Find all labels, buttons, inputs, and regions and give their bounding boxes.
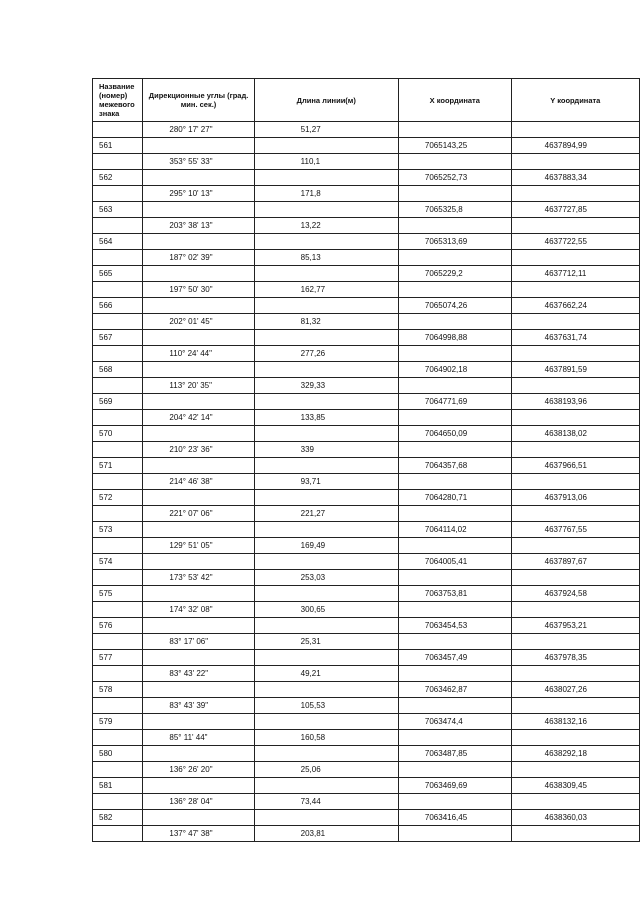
cell-x-coordinate: 7064650,09: [398, 426, 511, 442]
table-row-point: [93, 586, 640, 602]
table-row-segment: [93, 378, 640, 394]
cell-line-length: 221,27: [254, 506, 398, 522]
table-row-point: [93, 746, 640, 762]
cell-direction-angle: [143, 298, 254, 314]
cell-y-coordinate: [511, 538, 639, 554]
cell-x-coordinate: [398, 442, 511, 458]
cell-y-coordinate: [511, 762, 639, 778]
cell-marker-name: [93, 570, 143, 586]
cell-marker-name: 568: [93, 362, 143, 378]
cell-line-length: [254, 330, 398, 346]
cell-x-coordinate: 7063462,87: [398, 682, 511, 698]
cell-y-coordinate: [511, 666, 639, 682]
cell-marker-name: 564: [93, 234, 143, 250]
cell-direction-angle: [143, 490, 254, 506]
cell-x-coordinate: [398, 666, 511, 682]
cell-line-length: 85,13: [254, 250, 398, 266]
cell-x-coordinate: [398, 794, 511, 810]
cell-x-coordinate: 7063487,85: [398, 746, 511, 762]
table-row-segment: [93, 218, 640, 234]
cell-line-length: 105,53: [254, 698, 398, 714]
table-row-point: [93, 330, 640, 346]
cell-direction-angle: [143, 266, 254, 282]
cell-line-length: [254, 234, 398, 250]
cell-line-length: [254, 778, 398, 794]
cell-direction-angle: 173° 53' 42": [143, 570, 254, 586]
cell-line-length: [254, 682, 398, 698]
cell-marker-name: [93, 794, 143, 810]
table-row-segment: [93, 570, 640, 586]
cell-line-length: [254, 810, 398, 826]
cell-marker-name: [93, 634, 143, 650]
cell-x-coordinate: 7065229,2: [398, 266, 511, 282]
cell-y-coordinate: 4637894,99: [511, 138, 639, 154]
cell-direction-angle: 202° 01' 45": [143, 314, 254, 330]
table-row-point: [93, 778, 640, 794]
cell-x-coordinate: [398, 698, 511, 714]
cell-line-length: [254, 458, 398, 474]
cell-y-coordinate: 4638309,45: [511, 778, 639, 794]
table-row-point: [93, 266, 640, 282]
cell-direction-angle: 137° 47' 38": [143, 826, 254, 842]
cell-y-coordinate: 4638292,18: [511, 746, 639, 762]
table-row-point: [93, 426, 640, 442]
cell-line-length: 300,65: [254, 602, 398, 618]
cell-y-coordinate: 4637953,21: [511, 618, 639, 634]
cell-marker-name: 567: [93, 330, 143, 346]
table-row-point: [93, 234, 640, 250]
cell-marker-name: [93, 410, 143, 426]
cell-direction-angle: [143, 714, 254, 730]
cell-line-length: [254, 586, 398, 602]
table-row-segment: [93, 154, 640, 170]
cell-direction-angle: 280° 17' 27": [143, 122, 254, 138]
cell-y-coordinate: [511, 442, 639, 458]
cell-marker-name: [93, 346, 143, 362]
cell-line-length: [254, 298, 398, 314]
cell-marker-name: [93, 666, 143, 682]
cell-line-length: 13,22: [254, 218, 398, 234]
cell-y-coordinate: [511, 698, 639, 714]
cell-line-length: [254, 426, 398, 442]
cell-line-length: 160,58: [254, 730, 398, 746]
cell-line-length: 171,8: [254, 186, 398, 202]
table-row-segment: [93, 442, 640, 458]
header-line-length: Длина линии(м): [254, 79, 398, 122]
cell-marker-name: 570: [93, 426, 143, 442]
cell-x-coordinate: 7063454,53: [398, 618, 511, 634]
table-row-segment: [93, 698, 640, 714]
cell-x-coordinate: [398, 730, 511, 746]
cell-x-coordinate: [398, 250, 511, 266]
cell-line-length: 25,06: [254, 762, 398, 778]
cell-marker-name: 565: [93, 266, 143, 282]
cell-line-length: 203,81: [254, 826, 398, 842]
cell-x-coordinate: [398, 602, 511, 618]
cell-direction-angle: [143, 810, 254, 826]
cell-direction-angle: 197° 50' 30": [143, 282, 254, 298]
cell-x-coordinate: 7063753,81: [398, 586, 511, 602]
cell-y-coordinate: [511, 410, 639, 426]
cell-line-length: 162,77: [254, 282, 398, 298]
table-row-point: [93, 650, 640, 666]
cell-y-coordinate: 4637924,58: [511, 586, 639, 602]
cell-y-coordinate: [511, 346, 639, 362]
table-header-row: [93, 79, 640, 122]
table-row-point: [93, 362, 640, 378]
cell-marker-name: [93, 826, 143, 842]
header-x-coordinate: X координата: [398, 79, 511, 122]
table-row-point: [93, 554, 640, 570]
cell-x-coordinate: [398, 826, 511, 842]
cell-line-length: [254, 138, 398, 154]
cell-x-coordinate: 7064005,41: [398, 554, 511, 570]
table-row-point: [93, 490, 640, 506]
header-direction-angle: Дирекционные углы (град. мин. сек.): [143, 79, 254, 122]
cell-x-coordinate: 7064280,71: [398, 490, 511, 506]
cell-direction-angle: [143, 586, 254, 602]
cell-marker-name: [93, 762, 143, 778]
cell-line-length: 329,33: [254, 378, 398, 394]
cell-marker-name: 571: [93, 458, 143, 474]
cell-line-length: [254, 714, 398, 730]
cell-x-coordinate: [398, 282, 511, 298]
cell-direction-angle: 210° 23' 36": [143, 442, 254, 458]
cell-y-coordinate: [511, 378, 639, 394]
cell-direction-angle: [143, 138, 254, 154]
table-row-segment: [93, 762, 640, 778]
cell-marker-name: 569: [93, 394, 143, 410]
cell-marker-name: 582: [93, 810, 143, 826]
cell-line-length: 25,31: [254, 634, 398, 650]
cell-line-length: 253,03: [254, 570, 398, 586]
table-row-point: [93, 138, 640, 154]
table-row-point: [93, 714, 640, 730]
cell-marker-name: [93, 730, 143, 746]
cell-line-length: [254, 362, 398, 378]
cell-y-coordinate: 4637883,34: [511, 170, 639, 186]
cell-line-length: 93,71: [254, 474, 398, 490]
cell-marker-name: 577: [93, 650, 143, 666]
cell-y-coordinate: [511, 122, 639, 138]
cell-line-length: [254, 170, 398, 186]
cell-x-coordinate: [398, 538, 511, 554]
cell-direction-angle: [143, 362, 254, 378]
cell-line-length: [254, 202, 398, 218]
cell-x-coordinate: [398, 410, 511, 426]
cell-y-coordinate: [511, 186, 639, 202]
table-row-segment: [93, 634, 640, 650]
cell-y-coordinate: [511, 314, 639, 330]
cell-line-length: 133,85: [254, 410, 398, 426]
cell-x-coordinate: 7065252,73: [398, 170, 511, 186]
cell-direction-angle: 295° 10' 13": [143, 186, 254, 202]
cell-y-coordinate: [511, 250, 639, 266]
cell-direction-angle: [143, 202, 254, 218]
cell-marker-name: 576: [93, 618, 143, 634]
table-row-segment: [93, 730, 640, 746]
table-row-point: [93, 810, 640, 826]
cell-x-coordinate: 7063416,45: [398, 810, 511, 826]
cell-y-coordinate: 4637978,35: [511, 650, 639, 666]
cell-y-coordinate: [511, 634, 639, 650]
cell-direction-angle: [143, 618, 254, 634]
cell-line-length: 49,21: [254, 666, 398, 682]
cell-x-coordinate: [398, 378, 511, 394]
table-row-segment: [93, 122, 640, 138]
cell-marker-name: [93, 698, 143, 714]
cell-x-coordinate: 7063474,4: [398, 714, 511, 730]
cell-x-coordinate: [398, 186, 511, 202]
cell-direction-angle: 214° 46' 38": [143, 474, 254, 490]
cell-y-coordinate: [511, 282, 639, 298]
cell-direction-angle: 83° 17' 06": [143, 634, 254, 650]
cell-y-coordinate: 4637712,11: [511, 266, 639, 282]
cell-x-coordinate: 7065325,8: [398, 202, 511, 218]
cell-line-length: 81,32: [254, 314, 398, 330]
cell-line-length: 51,27: [254, 122, 398, 138]
cell-marker-name: [93, 314, 143, 330]
table-row-segment: [93, 282, 640, 298]
cell-line-length: 110,1: [254, 154, 398, 170]
cell-x-coordinate: [398, 506, 511, 522]
cell-y-coordinate: [511, 794, 639, 810]
header-y-coordinate: Y координата: [511, 79, 639, 122]
header-marker-name: Название (номер) межевого знака: [93, 79, 143, 122]
table-row-segment: [93, 314, 640, 330]
cell-marker-name: 578: [93, 682, 143, 698]
table-row-point: [93, 522, 640, 538]
cell-marker-name: 579: [93, 714, 143, 730]
cell-line-length: 277,26: [254, 346, 398, 362]
cell-y-coordinate: 4637913,06: [511, 490, 639, 506]
table-row-segment: [93, 794, 640, 810]
cell-line-length: [254, 618, 398, 634]
cell-marker-name: 563: [93, 202, 143, 218]
cell-direction-angle: 187° 02' 39": [143, 250, 254, 266]
cell-x-coordinate: [398, 634, 511, 650]
cell-line-length: [254, 266, 398, 282]
cell-direction-angle: 204° 42' 14": [143, 410, 254, 426]
cell-x-coordinate: 7065313,69: [398, 234, 511, 250]
cell-x-coordinate: [398, 570, 511, 586]
cell-marker-name: [93, 218, 143, 234]
cell-direction-angle: [143, 682, 254, 698]
table-row-segment: [93, 346, 640, 362]
cell-direction-angle: 113° 20' 35": [143, 378, 254, 394]
cell-direction-angle: [143, 746, 254, 762]
table-row-point: [93, 202, 640, 218]
cell-line-length: [254, 522, 398, 538]
cell-y-coordinate: [511, 570, 639, 586]
cell-direction-angle: [143, 458, 254, 474]
cell-direction-angle: 110° 24' 44": [143, 346, 254, 362]
cell-direction-angle: 85° 11' 44": [143, 730, 254, 746]
cell-y-coordinate: 4638138,02: [511, 426, 639, 442]
cell-direction-angle: [143, 394, 254, 410]
cell-y-coordinate: 4638360,03: [511, 810, 639, 826]
cell-x-coordinate: 7065143,25: [398, 138, 511, 154]
cell-y-coordinate: 4637767,55: [511, 522, 639, 538]
cell-x-coordinate: 7064114,02: [398, 522, 511, 538]
cell-x-coordinate: [398, 122, 511, 138]
cell-y-coordinate: 4638027,26: [511, 682, 639, 698]
cell-y-coordinate: 4637897,67: [511, 554, 639, 570]
cell-marker-name: [93, 250, 143, 266]
cell-marker-name: [93, 186, 143, 202]
cell-marker-name: 562: [93, 170, 143, 186]
cell-x-coordinate: 7064998,88: [398, 330, 511, 346]
cell-marker-name: 575: [93, 586, 143, 602]
table-row-segment: [93, 186, 640, 202]
table-body: [93, 122, 640, 842]
cell-x-coordinate: [398, 218, 511, 234]
cell-line-length: 339: [254, 442, 398, 458]
table-row-segment: [93, 250, 640, 266]
cell-marker-name: [93, 122, 143, 138]
cell-marker-name: [93, 378, 143, 394]
cell-direction-angle: [143, 170, 254, 186]
cell-direction-angle: [143, 330, 254, 346]
table-row-point: [93, 298, 640, 314]
table-row-segment: [93, 826, 640, 842]
cell-direction-angle: [143, 426, 254, 442]
cell-y-coordinate: 4637662,24: [511, 298, 639, 314]
cell-x-coordinate: [398, 762, 511, 778]
cell-y-coordinate: [511, 154, 639, 170]
cell-line-length: [254, 394, 398, 410]
cell-y-coordinate: 4637631,74: [511, 330, 639, 346]
boundary-coordinates-table: [92, 78, 640, 842]
cell-marker-name: 581: [93, 778, 143, 794]
cell-marker-name: [93, 442, 143, 458]
cell-y-coordinate: [511, 218, 639, 234]
cell-direction-angle: 129° 51' 05": [143, 538, 254, 554]
cell-line-length: 169,49: [254, 538, 398, 554]
cell-line-length: [254, 490, 398, 506]
cell-x-coordinate: [398, 314, 511, 330]
cell-x-coordinate: [398, 474, 511, 490]
table-row-point: [93, 458, 640, 474]
cell-x-coordinate: 7064357,68: [398, 458, 511, 474]
cell-y-coordinate: [511, 506, 639, 522]
cell-direction-angle: [143, 554, 254, 570]
cell-x-coordinate: 7065074,26: [398, 298, 511, 314]
cell-y-coordinate: [511, 602, 639, 618]
cell-marker-name: 561: [93, 138, 143, 154]
cell-line-length: [254, 746, 398, 762]
table-row-point: [93, 170, 640, 186]
cell-direction-angle: 353° 55' 33": [143, 154, 254, 170]
cell-x-coordinate: 7063457,49: [398, 650, 511, 666]
cell-x-coordinate: 7064902,18: [398, 362, 511, 378]
cell-y-coordinate: 4637722,55: [511, 234, 639, 250]
cell-marker-name: 566: [93, 298, 143, 314]
cell-line-length: [254, 554, 398, 570]
cell-y-coordinate: 4638193,96: [511, 394, 639, 410]
cell-x-coordinate: 7063469,69: [398, 778, 511, 794]
cell-direction-angle: 83° 43' 22": [143, 666, 254, 682]
cell-marker-name: [93, 154, 143, 170]
cell-marker-name: 580: [93, 746, 143, 762]
cell-marker-name: [93, 474, 143, 490]
cell-y-coordinate: [511, 474, 639, 490]
cell-y-coordinate: [511, 826, 639, 842]
cell-direction-angle: [143, 522, 254, 538]
table-row-point: [93, 682, 640, 698]
table-row-segment: [93, 506, 640, 522]
table-row-point: [93, 618, 640, 634]
table-row-segment: [93, 474, 640, 490]
cell-x-coordinate: 7064771,69: [398, 394, 511, 410]
cell-x-coordinate: [398, 154, 511, 170]
cell-marker-name: 574: [93, 554, 143, 570]
cell-y-coordinate: [511, 730, 639, 746]
table-row-segment: [93, 602, 640, 618]
cell-direction-angle: 174° 32' 08": [143, 602, 254, 618]
cell-line-length: 73,44: [254, 794, 398, 810]
cell-marker-name: 573: [93, 522, 143, 538]
cell-marker-name: [93, 538, 143, 554]
table-row-segment: [93, 410, 640, 426]
cell-marker-name: [93, 282, 143, 298]
cell-direction-angle: [143, 650, 254, 666]
cell-marker-name: [93, 506, 143, 522]
table-row-point: [93, 394, 640, 410]
cell-marker-name: [93, 602, 143, 618]
cell-y-coordinate: 4638132,16: [511, 714, 639, 730]
cell-direction-angle: [143, 234, 254, 250]
cell-marker-name: 572: [93, 490, 143, 506]
cell-direction-angle: 221° 07' 06": [143, 506, 254, 522]
cell-x-coordinate: [398, 346, 511, 362]
cell-y-coordinate: 4637891,59: [511, 362, 639, 378]
table-row-segment: [93, 666, 640, 682]
cell-direction-angle: [143, 778, 254, 794]
cell-direction-angle: 203° 38' 13": [143, 218, 254, 234]
cell-y-coordinate: 4637966,51: [511, 458, 639, 474]
cell-line-length: [254, 650, 398, 666]
table-row-segment: [93, 538, 640, 554]
cell-y-coordinate: 4637727,85: [511, 202, 639, 218]
cell-direction-angle: 83° 43' 39": [143, 698, 254, 714]
cell-direction-angle: 136° 26' 20": [143, 762, 254, 778]
cell-direction-angle: 136° 28' 04": [143, 794, 254, 810]
